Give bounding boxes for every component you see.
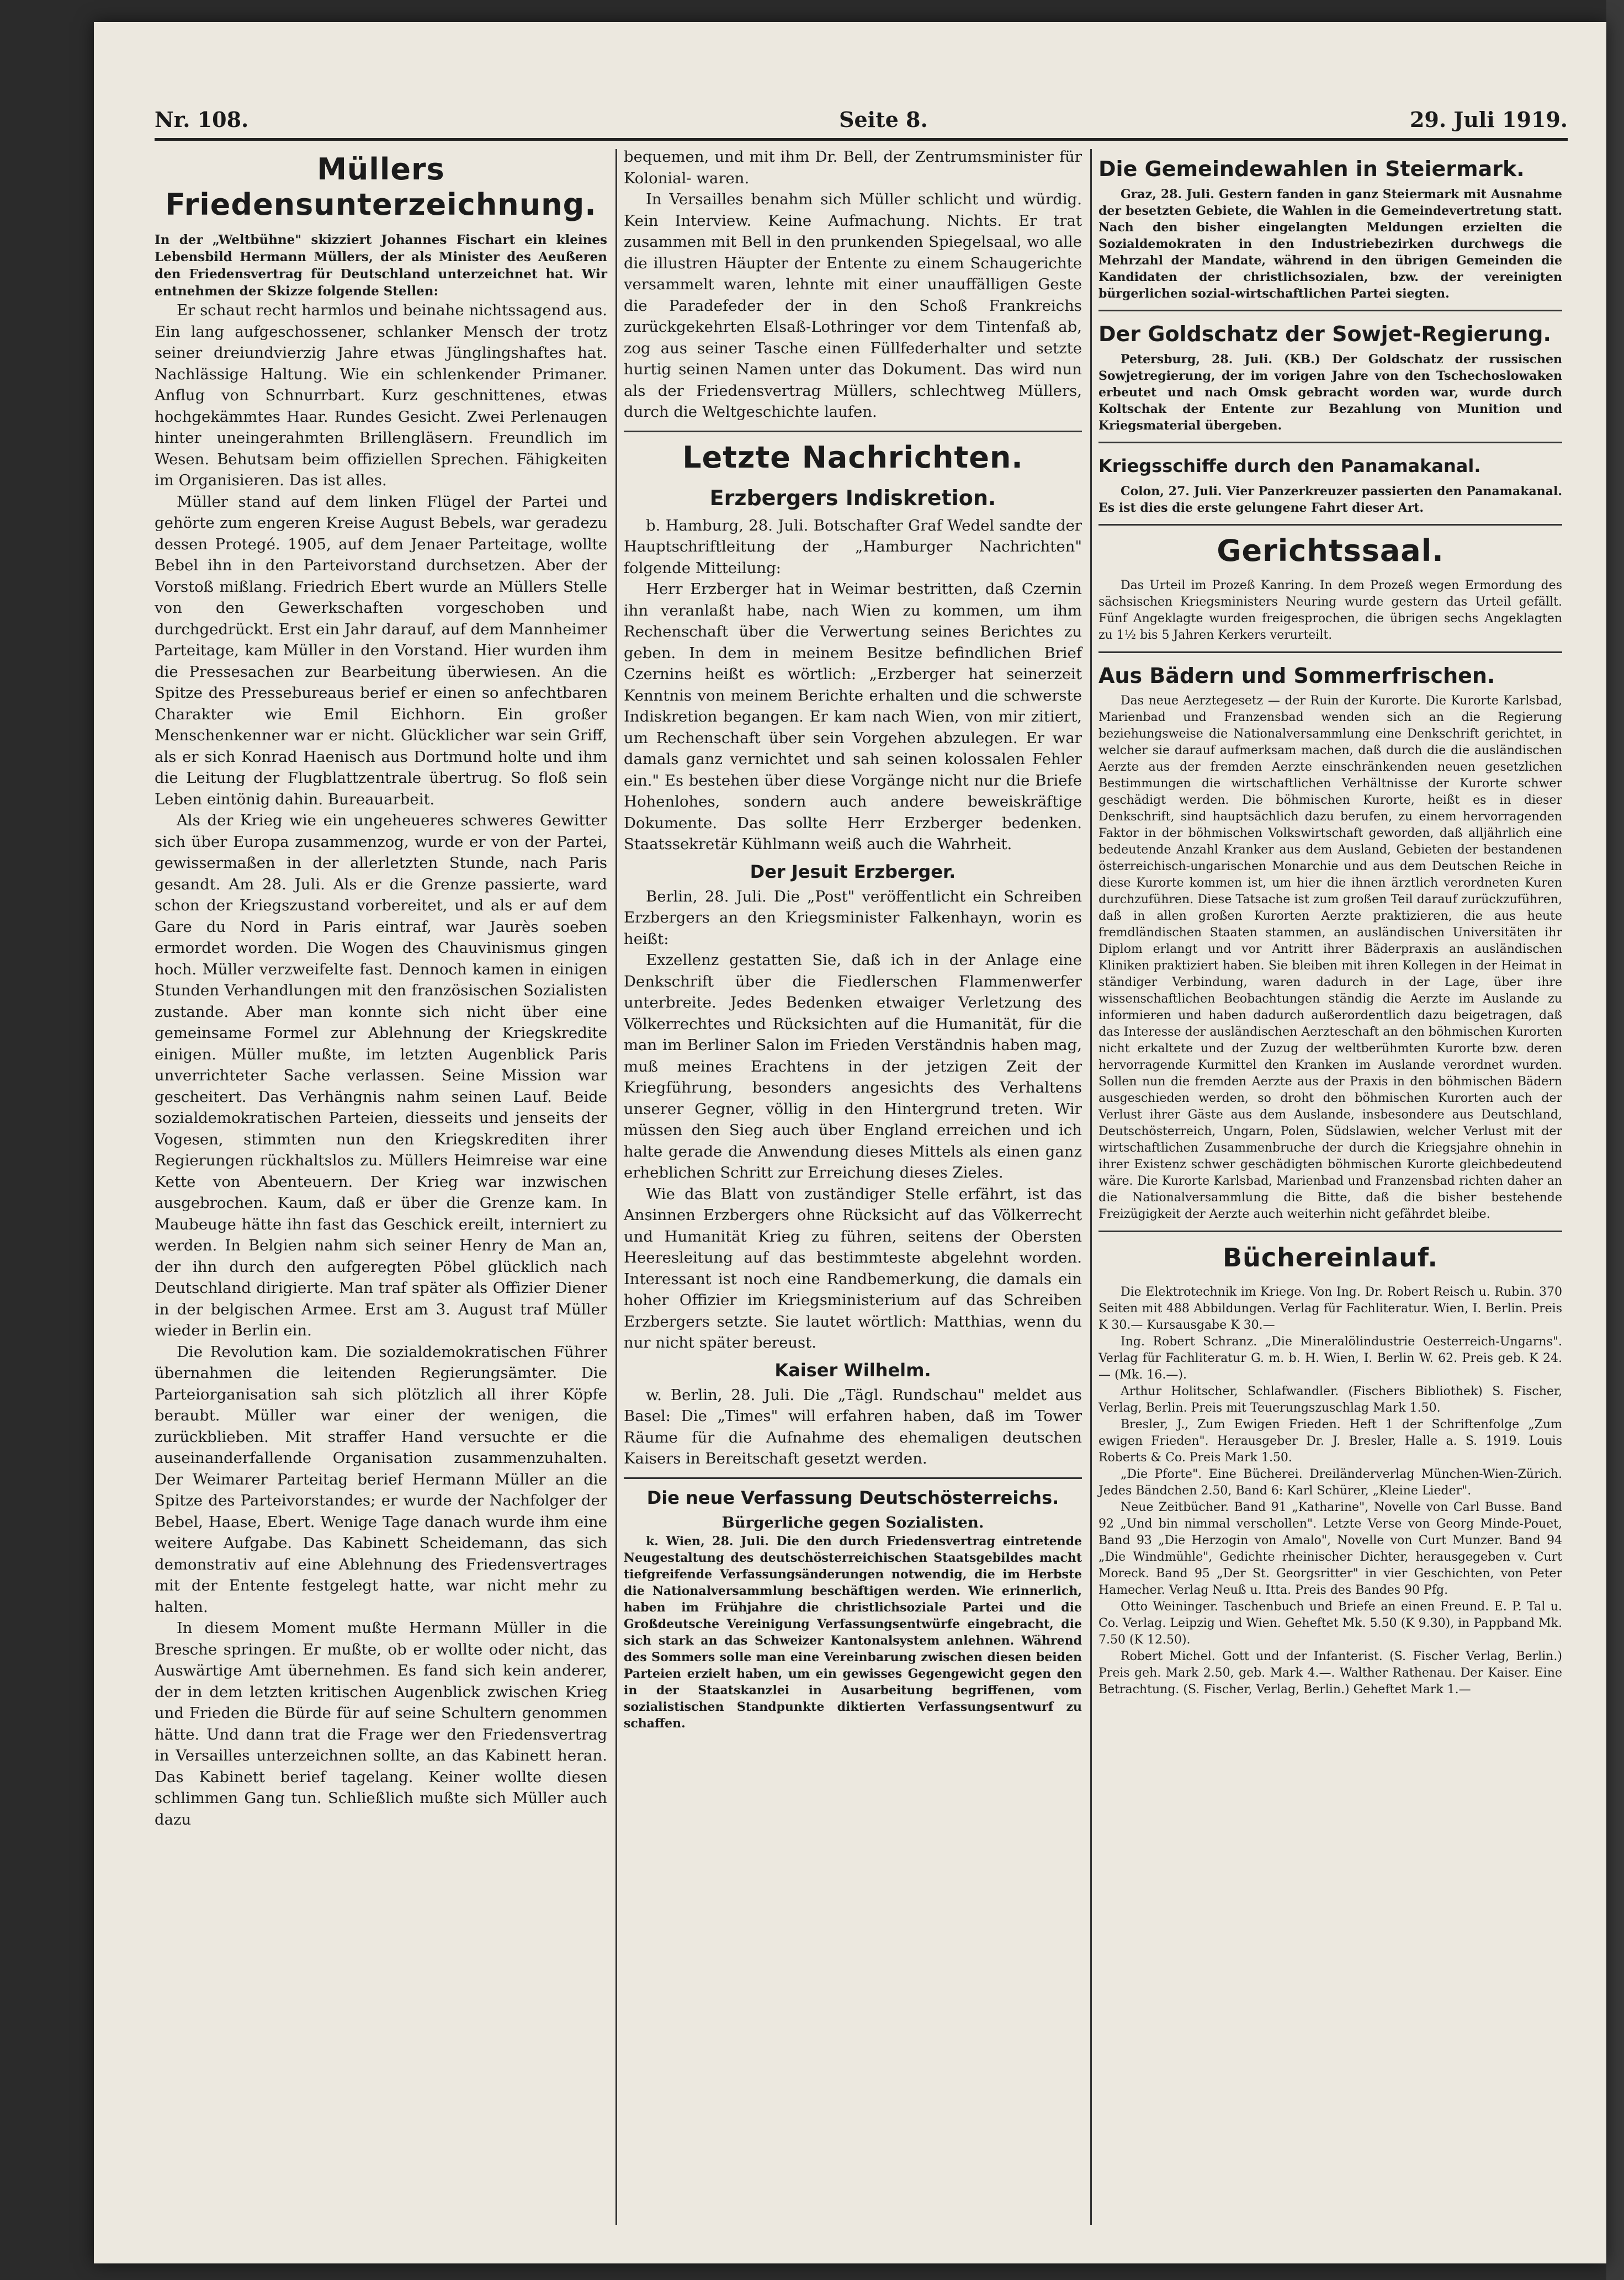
paragraph: Wie das Blatt von zuständiger Stelle erfährt, ist das Ansinnen Erzbergers ohne Rücksicht auf das Völkerrecht und Humanität Krieg zu führen, seitens der Obersten Heeresleitung auf das bestimmteste abgelehnt worden. Interessant ist noch eine Randbemerkung, die damals ein hoher Offizier im Kriegsministerium auf das Schreiben Erzbergers setzte. Sie lautet wörtlich: Matthias, wenn du nur nicht später bereust. xyxy=(624,1185,1082,1351)
paragraph: Als der Krieg wie ein ungeheueres schweres Gewitter sich über Europa zusammenzog, wurde er von der Partei, gewissermaßen in der allerletzten Stunde, nach Paris gesandt. Am 28. Juli. Als er die Grenze passierte, ward schon der Kriegszustand vorbereitet, und als er auf dem Gare du Nord in Paris eintraf, war Jaurès soeben ermordet worden. Die Wogen des Chauvinismus gingen hoch. Müller verzweifelte fast. Dennoch kamen in einigen Stunden Verhandlungen mit den französischen Sozialisten zustande. Aber man konnte sich nicht über eine gemeinsame Formel zur Ablehnung der Kriegskredite einigen. Müller mußte, im letzten Augenblick Paris unverrichteter Sache verlassen. Seine Mission war gescheitert. Das Verhängnis nahm seinen Lauf. Beide sozialdemokratischen Parteien, diesseits und jenseits der Vogesen, stimmten nun den Kriegskrediten ihrer Regierungen rückhaltslos zu. Müllers Heimreise war eine Kette von Abenteuern. Der Krieg war inzwischen ausgebrochen. Kaum, daß er über die Grenze kam. In Maubeuge hätte ihn fast das Geschick ereilt, interniert zu werden. In Belgien nahm sich seiner Henry de Man an, der ihn durch den aufgeregten Pöbel glücklich nach Deutschland dirigierte. Man traf später als Offizier Diener in der belgischen Armee. Erst am 3. August traf Müller wieder in Berlin ein. xyxy=(155,812,607,1339)
divider xyxy=(624,1477,1082,1479)
article-title: Kaiser Wilhelm. xyxy=(774,1359,931,1381)
paragraph: b. Hamburg, 28. Juli. Botschafter Graf Wedel sandte der Hauptschriftleitung der „Hamburger Nachrichten" folgende Mitteilung: xyxy=(624,516,1082,577)
divider xyxy=(1098,1231,1562,1232)
divider xyxy=(1098,310,1562,311)
article-title: Kriegsschiffe durch den Panamakanal. xyxy=(1098,455,1481,476)
section-title: Aus Bädern und Sommerfrischen. xyxy=(1098,664,1495,688)
column-rule xyxy=(615,149,617,2225)
article-title: Der Jesuit Erzberger. xyxy=(750,861,956,882)
article-title: Die Gemeindewahlen in Steiermark. xyxy=(1098,157,1525,181)
paragraph: bequemen, und mit ihm Dr. Bell, der Zentrumsminister für Kolonial- waren. xyxy=(624,148,1082,187)
column-2 xyxy=(624,146,1082,1732)
paragraph: Das Urteil im Prozeß Kanring. In dem Prozeß wegen Ermordung des sächsischen Kriegsministers Neuring wurde gestern das Urteil gefällt. Fünf Angeklagte wurden freigesprochen, die übrigen sechs Angeklagten zu 1½ bis 5 Jahren Kerkers verurteilt. xyxy=(1098,579,1562,642)
divider xyxy=(1098,442,1562,443)
article-intro: In der „Weltbühne" skizziert Johannes Fischart ein kleines Lebensbild Hermann Müllers, der als Minister des Aeußeren den Friedensvertrag für Deutschland unterzeichnet hat. Wir entnehmen der Skizze folgende Stellen: xyxy=(155,232,607,299)
page-number: Seite 8. xyxy=(839,107,928,132)
book-entry: „Die Pforte". Eine Bücherei. Dreiländerverlag München-Wien-Zürich. Jedes Bändchen 2.50, Band 6: Karl Schürer, „Kleine Lieder". xyxy=(1098,1467,1562,1498)
page-header xyxy=(155,105,1568,141)
paragraph: Er schaut recht harmlos und beinahe nichtssagend aus. Ein lang aufgeschossener, schlanker Mensch der trotz seiner dreiundvierzig Jahre etwas Jünglingshaftes hat. Nachlässige Haltung. Wie ein schlenkender Primaner. Anflug von Schnurrbart. Kurz geschnittenes, etwas hochgekämmtes Haar. Rundes Gesicht. Zwei Perlenaugen hinter uneingerahmten Brillengläsern. Freundlich im Wesen. Behutsam beim offiziellen Sprechen. Fähigkeiten im Organisieren. Das ist alles. xyxy=(155,301,607,489)
paragraph: w. Berlin, 28. Juli. Die „Tägl. Rundschau" meldet aus Basel: Die „Times" will erfahren haben, daß im Tower Räume für die Aufnahme des ehemaligen deutschen Kaisers in Bereitschaft gesetzt werden. xyxy=(624,1386,1082,1467)
paragraph: Müller stand auf dem linken Flügel der Partei und gehörte zum engeren Kreise August Bebels, war geradezu dessen Protegé. 1905, auf dem Jenaer Parteitage, wollte Bebel ihn in den Parteivorstand durchsetzen. Aber der Vorstoß mißlang. Friedrich Ebert wurde an Müllers Stelle von den Gewerkschaften vorgeschoben und durchgedrückt. Erst ein Jahr darauf, auf dem Mannheimer Parteitage, kam Müller in den Vorstand. Hier wurden ihm die Pressesachen zur Bearbeitung überwiesen. An die Spitze des Pressebureaus berief er einen so anfechtbaren Charakter wie Emil Eichhorn. Ein großer Menschenkenner war er nicht. Glücklicher war sein Griff, als er sich Konrad Haenisch aus Dortmund holte und ihm die Leitung der Flugblattzentrale übertrug. So floß sein Leben eintönig dahin. Bureauarbeit. xyxy=(155,492,607,808)
paragraph: Exzellenz gestatten Sie, daß ich in der Anlage eine Denkschrift über die Fiedlerschen Flammenwerfer unterbreite. Jedes Bedenken etwaiger Verletzung des Völkerrechtes und Rücksichten auf die Humanität, für die man im Berliner Salon im Frieden Verständnis haben mag, muß meines Erachtens in der jetzigen Zeit der Kriegführung, besonders angesichts des Verhaltens unserer Gegner, völlig in den Hintergrund treten. Wir müssen den Sieg auch über England erreichen und ich halte gerade die Anwendung dieses Mittels als einen ganz erheblichen Schritt zur Erreichung dieses Zieles. xyxy=(624,951,1082,1181)
article-subtitle: Bürgerliche gegen Sozialisten. xyxy=(721,1513,984,1531)
paragraph: Colon, 27. Juli. Vier Panzerkreuzer passierten den Panamakanal. Es ist dies die erste gelungene Fahrt dieser Art. xyxy=(1098,484,1562,515)
article-title: Müllers Friedensunterzeichnung. xyxy=(165,152,597,222)
article-title: Erzbergers Indiskretion. xyxy=(709,485,996,510)
book-entry: Bresler, J., Zum Ewigen Frieden. Heft 1 der Schriftenfolge „Zum ewigen Frieden". Herausgeber Dr. J. Bresler, Halle a. S. 1919. Louis Roberts & Co. Preis Mark 1.50. xyxy=(1098,1418,1562,1465)
paragraph: Graz, 28. Juli. Gestern fanden in ganz Steiermark mit Ausnahme der besetzten Gebiete, die Wahlen in die Gemeindevertretung statt. Nach den bisher eingelangten Meldungen erzielten die Sozialdemokraten in den Industriebezirken durchwegs die Mehrzahl der Mandate, während in den übrigen Gemeinden die Kandidaten der christlichsozialen, bzw. der vereinigten bürgerlichen sozial-wirtschaftlichen Partei siegten. xyxy=(1098,187,1562,301)
scan-edge xyxy=(1606,0,1624,2280)
paragraph: k. Wien, 28. Juli. Die den durch Friedensvertrag eintretende Neugestaltung des deutschösterreichischen Staatsgebildes macht tiefgreifende Verfassungsänderungen notwendig, die im Herbste die Nationalversammlung beschäftigen werden. Wie erinnerlich, haben im Frühjahre die christlichsoziale Partei und die Großdeutsche Vereinigung Verfassungsentwürfe eingebracht, die sich stark an das Schweizer Kantonalsystem anlehnen. Während des Sommers solle man eine Vereinbarung zwischen diesen beiden Parteien erzielt haben, um ein gewisses Gegengewicht gegen den in der Staatskanzlei in Ausarbeitung begriffenen, vom sozialistischen Standpunkte diktierten Verfassungsentwurf zu schaffen. xyxy=(624,1534,1082,1731)
issue-number: Nr. 108. xyxy=(155,107,249,132)
divider xyxy=(1098,524,1562,526)
divider xyxy=(1098,651,1562,653)
book-entry: Arthur Holitscher, Schlafwandler. (Fischers Bibliothek) S. Fischer, Verlag, Berlin. Preis mit Teuerungszuschlag Mark 1.50. xyxy=(1098,1385,1562,1415)
book-entry: Die Elektrotechnik im Kriege. Von Ing. Dr. Robert Reisch u. Rubin. 370 Seiten mit 488 Abbildungen. Verlag für Fachliteratur. Wien, I. Berlin. Preis K 30.— Kursausgabe K 30.— xyxy=(1098,1285,1562,1332)
book-entry: Robert Michel. Gott und der Infanterist. (S. Fischer Verlag, Berlin.) Preis geh. Mark 2.50, geb. Mark 4.—. Walther Rathenau. Der Kaiser. Eine Betrachtung. (S. Fischer, Verlag, Berlin.) Geheftet Mark 1.— xyxy=(1098,1650,1562,1696)
column-3 xyxy=(1098,146,1562,1698)
book-entry: Neue Zeitbücher. Band 91 „Katharine", Novelle von Carl Busse. Band 92 „Und bin nimmal verschollen". Letzte Verse von Georg Minde-Pouet, Band 93 „Die Herzogin von Amalo", Novelle von Curt Munzer. Band 94 „Die Windmühle", Gedichte rheinischer Dichter, herausgegeben v. Curt Moreck. Band 95 „Der St. Georgsritter" in vier Geschichten, von Peter Hamecher. Verlag Neuß u. Itta. Preis des Bandes 90 Pfg. xyxy=(1098,1500,1562,1597)
paragraph: In diesem Moment mußte Hermann Müller in die Bresche springen. Er mußte, ob er wollte oder nicht, das Auswärtige Amt übernehmen. Es fand sich kein anderer, der in dem letzten kritischen Augenblick zwischen Krieg und Frieden die Bürde für auf seine Schultern genommen hätte. Und dann trat die Frage wer den Friedensvertrag in Versailles unterzeichnen sollte, an das Kabinett heran. Das Kabinett berief tagelang. Keiner wollte diesen schlimmen Gang tun. Schließlich mußte sich Müller auch dazu xyxy=(155,1619,607,1828)
section-banner: Letzte Nachrichten. xyxy=(682,439,1023,475)
paragraph: Herr Erzberger hat in Weimar bestritten, daß Czernin ihn veranlaßt habe, nach Wien zu kommen, um ihm Rechenschaft über die Verwertung seines Berichtes zu geben. In dem in meinem Besitze befindlichen Brief Czernins heißt es wörtlich: „Erzberger hat seinerzeit Kenntnis von meinem Berichte erhalten und die schwerste Indiskretion begangen. Er kam nach Wien, von mir zitiert, um Rechenschaft über sein Vorgehen abzulegen. Er war damals ganz vernichtet und sah seinen kolossalen Fehler ein." Es bestehen über diese Vorgänge nicht nur die Briefe Hohenlohes, sondern auch andere beweiskräftige Dokumente. Das sollte Herr Erzberger bedenken. Staatssekretär Kühlmann weiß auch die Wahrheit. xyxy=(624,580,1082,853)
paragraph: Die Revolution kam. Die sozialdemokratischen Führer übernahmen die leitenden Regierungsämter. Die Parteiorganisation sah sich plötzlich all ihrer Köpfe beraubt. Müller war einer der wenigen, die zurückblieben. Mit straffer Hand versuchte er die auseinanderfallende Organisation zusammenzuhalten. Der Weimarer Parteitag berief Hermann Müller an die Spitze des Parteivorstandes; er wurde der Nachfolger der Bebel, Haase, Ebert. Wenige Tage danach wurde ihm eine weitere Aufgabe. Das Kabinett Scheidemann, das sich demonstrativ auf eine Ablehnung des Friedensvertrages mit der Entente festgelegt hatte, war nicht mehr zu halten. xyxy=(155,1343,607,1616)
book-entry: Ing. Robert Schranz. „Die Mineralölindustrie Oesterreich-Ungarns". Verlag für Fachliteratur G. m. b. H. Wien, I. Berlin W. 62. Preis geb. K 24.— (Mk. 16.—). xyxy=(1098,1335,1562,1382)
paragraph: Berlin, 28. Juli. Die „Post" veröffentlicht ein Schreiben Erzbergers an den Kriegsminister Falkenhayn, worin es heißt: xyxy=(624,887,1082,948)
section-title: Büchereinlauf. xyxy=(1223,1243,1438,1272)
issue-date: 29. Juli 1919. xyxy=(1409,107,1568,132)
column-1 xyxy=(155,146,607,1830)
section-title: Gerichtssaal. xyxy=(1217,533,1444,568)
paragraph: Petersburg, 28. Juli. (KB.) Der Goldschatz der russischen Sowjetregierung, der im vorigen Jahre von den Tschechoslowaken erbeutet und nach Omsk gebracht worden war, wurde durch Koltschak der Entente zur Bezahlung von Munition und Kriegsmaterial übergeben. xyxy=(1098,352,1562,433)
article-title: Der Goldschatz der Sowjet-Regierung. xyxy=(1098,322,1551,346)
paragraph: In Versailles benahm sich Müller schlicht und würdig. Kein Interview. Keine Aufmachung. Nichts. Er trat zusammen mit Bell in den prunkenden Spiegelsaal, wo alle die illustren Häupter der Entente zu einem Schaugerichte versammelt waren, lehnte mit einer unauffälligen Geste die Paradefeder der in den Schoß Frankreichs zurückgekehrten Elsaß-Lothringer vor dem Tintenfaß ab, zog aus seiner Tasche einen Füllfederhalter und setzte hurtig seinen Namen unter das Dokument. Das wird nun als der Friedensvertrag Müllers, schlechtweg Müllers, durch die Weltgeschichte laufen. xyxy=(624,190,1082,421)
divider xyxy=(624,431,1082,432)
column-rule xyxy=(1090,149,1092,2225)
book-entry: Otto Weininger. Taschenbuch und Briefe an einen Freund. E. P. Tal u. Co. Verlag. Leipzig und Wien. Geheftet Mk. 5.50 (K 9.30), in Pappband Mk. 7.50 (K 12.50). xyxy=(1098,1600,1562,1647)
newspaper-page xyxy=(94,22,1606,2263)
paragraph: Das neue Aerztegesetz — der Ruin der Kurorte. Die Kurorte Karlsbad, Marienbad und Franzensbad wenden sich an die Regierung beziehungsweise die Nationalversammlung eine Denkschrift gerichtet, in welcher sie darauf aufmerksam machen, daß durch die die ausländischen Aerzte aus der fremden Aerzte einschränkenden neuen gesetzlichen Bestimmungen die wirtschaftlichen Verhältnisse der Kurorte schwer geschädigt werden. Die böhmischen Kurorte, heißt es in dieser Denkschrift, sind hauptsächlich dazu berufen, zu einem hervorragenden Faktor in der böhmischen Volkswirtschaft geworden, daß alljährlich eine bedeutende Anzahl Kranker aus dem Ausland, Gebieten der bestandenen österreichisch-ungarischen Monarchie und aus dem Deutschen Reiche in diese Kurorte kommen ist, um hier die ihnen ärztlich verordneten Kuren durchzuführen. Diese Tatsache ist zum großen Teil darauf zurückzuführen, daß in allen großen Kurorten Aerzte praktizieren, die aus heute fremdländischen Staaten stammen, an ausländischen Universitäten ihr Diplom erlangt und vor Antritt ihrer Bäderpraxis an ausländischen Kliniken praktiziert haben. Sie bleiben mit ihren Kollegen in der Heimat in ständiger Verbindung, waren dadurch in der Lage, über ihre wissenschaftlichen Beobachtungen ständig die Aerzte im Auslande zu informieren und haben dadurch außerordentlich dazu beigetragen, daß das Interesse der ausländischen Aerzteschaft an den böhmischen Kurorten nicht erkaltete und der Zuzug der weltberühmten Kurorte bzw. deren hervorragende Kurmittel den Kranken im Auslande verordnet wurden. Sollen nun die fremden Aerzte aus der Praxis in den böhmischen Bädern ausgeschieden werden, so droht den böhmischen Kurorten auch der Verlust ihrer Gäste aus dem Auslande, insbesondere aus Deutschland, Deutschösterreich, Ungarn, Polen, Südslawien, welcher Verlust mit der wirtschaftlichen Zusammenbruche der durch die Kriegsjahre ohnehin in ihrer Existenz schwer geschädigten böhmischen Kurorte gleichbedeutend wäre. Die Kurorte Karlsbad, Marienbad und Franzensbad richten daher an die Nationalversammlung die Bitte, daß die bisher bestehende Freizügigkeit der Aerzte auch weiterhin nicht gefährdet bleibe. xyxy=(1098,694,1562,1221)
article-title: Die neue Verfassung Deutschösterreichs. xyxy=(646,1487,1059,1508)
